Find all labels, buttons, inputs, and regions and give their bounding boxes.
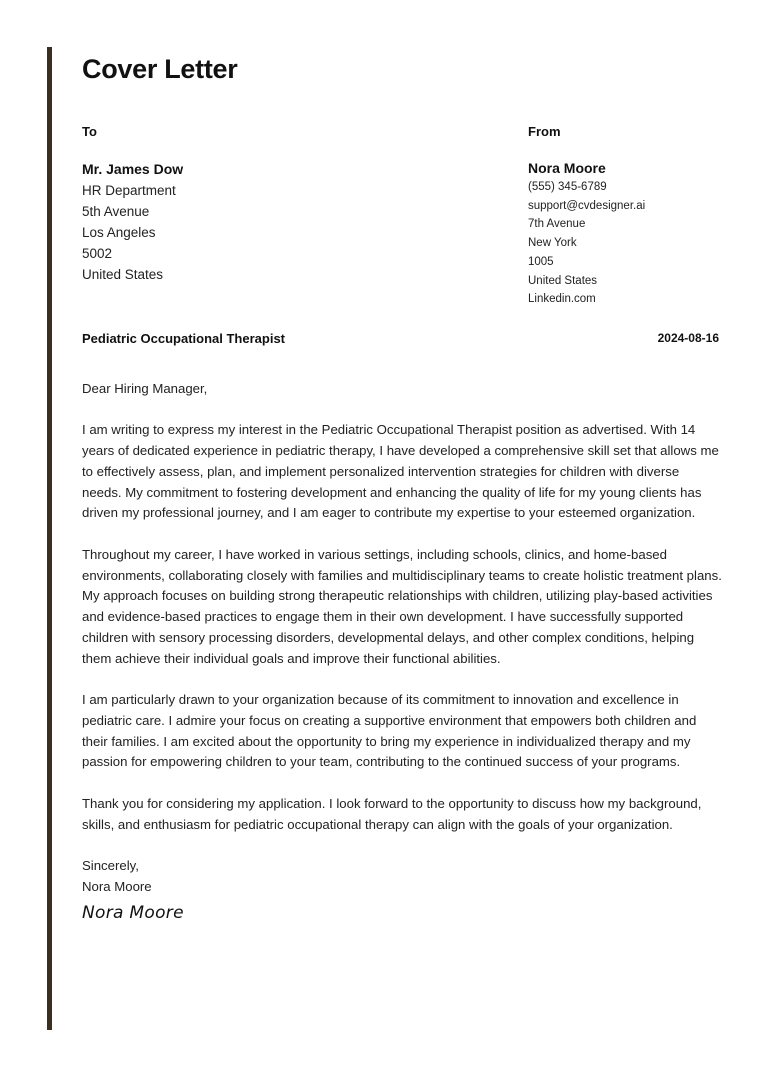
recipient-department: HR Department bbox=[82, 183, 176, 198]
sender-street: 7th Avenue bbox=[528, 218, 586, 231]
letter-date: 2024-08-16 bbox=[657, 331, 719, 345]
from-label: From bbox=[528, 124, 561, 139]
closing-block bbox=[82, 856, 722, 924]
position-title: Pediatric Occupational Therapist bbox=[82, 331, 285, 346]
recipient-street: 5th Avenue bbox=[82, 204, 150, 219]
salutation: Dear Hiring Manager, bbox=[82, 381, 208, 396]
recipient-name: Mr. James Dow bbox=[82, 161, 184, 177]
letter-body bbox=[82, 379, 722, 924]
recipient-address bbox=[82, 159, 183, 285]
paragraph-1: I am writing to express my interest in the Pediatric Occupational Therapist position as advertised. With 14 years of dedicated experience in pediatric therapy, I have developed a comprehensive skill set that allows me to effectively assess, plan, and implement personalized intervention strategies for children with diverse needs. My commitment to fostering development and enhancing the quality of life for my young clients has driven my professional journey, and I am eager to contribute my expertise to your esteemed organization. bbox=[82, 422, 719, 521]
sender-address bbox=[528, 159, 645, 309]
recipient-country: United States bbox=[82, 267, 164, 282]
sender-phone: (555) 345-6789 bbox=[528, 181, 607, 193]
sender-country: United States bbox=[528, 274, 598, 287]
recipient-postal-code: 5002 bbox=[82, 246, 113, 261]
signature: Nora Moore bbox=[82, 903, 184, 924]
paragraph-2: Throughout my career, I have worked in various settings, including schools, clinics, and home-based environments, collaborating closely with families and multidisciplinary teams to create holistic treatment plans. My approach focuses on building strong therapeutic relationships with children, utilizing play-based activities and evidence-based practices to engage them in their own development. I have successfully supported children with sensory processing disorders, developmental delays, and other complex conditions, helping them achieve their individual goals and improve their functional abilities. bbox=[82, 546, 722, 666]
sender-linkedin: Linkedin.com bbox=[528, 293, 596, 306]
page-title: Cover Letter bbox=[82, 54, 238, 84]
sender-city: New York bbox=[528, 237, 577, 250]
to-label: To bbox=[82, 124, 97, 139]
sender-email: support@cvdesigner.ai bbox=[528, 199, 646, 212]
closing-name: Nora Moore bbox=[82, 878, 152, 894]
accent-bar bbox=[47, 47, 52, 1030]
sender-name: Nora Moore bbox=[528, 160, 606, 176]
paragraph-3: I am particularly drawn to your organization because of its commitment to innovation and excellence in pediatric care. I admire your focus on creating a supportive environment that empowers both children and their families. I am excited about the opportunity to bring my experience in individualized therapy and my passion for empowering children to your team, contributing to the continued success of your programs. bbox=[82, 692, 697, 770]
recipient-city: Los Angeles bbox=[82, 225, 156, 240]
paragraph-4: Thank you for considering my application. I look forward to the opportunity to discuss how my background, skills, and enthusiasm for pediatric occupational therapy can align with the goals of your organization. bbox=[82, 795, 702, 832]
sender-postal-code: 1005 bbox=[528, 255, 554, 268]
closing: Sincerely, bbox=[82, 857, 139, 873]
